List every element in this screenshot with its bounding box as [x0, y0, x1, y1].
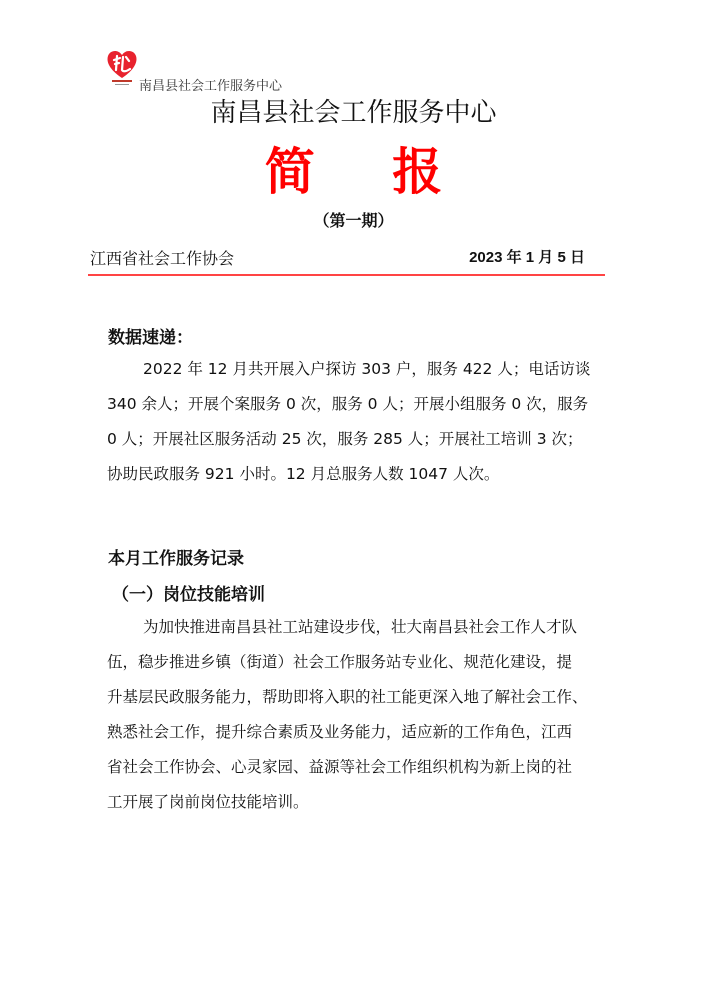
brief-title: 简 报 — [264, 142, 473, 201]
logo-caption: 南昌县社会工作服务中心 — [139, 79, 283, 94]
training-subheading: （一）岗位技能培训 — [112, 585, 265, 605]
publish-date: 2023 年 1 月 5 日 — [469, 249, 585, 266]
body-line: 熟悉社会工作，提升综合素质及业务能力，适应新的工作角色，江西 — [107, 723, 573, 741]
training-paragraph — [107, 610, 607, 820]
organization-title: 南昌县社会工作服务中心 — [210, 98, 497, 128]
issue-number: （第一期） — [313, 211, 394, 230]
stats-paragraph — [107, 352, 607, 492]
body-line: 工开展了岗前岗位技能培训。 — [107, 793, 309, 811]
stats-heading: 数据速递： — [108, 328, 193, 348]
stats-line: 340 余人；开展个案服务 0 次，服务 0 人；开展小组服务 0 次，服务 — [107, 395, 589, 413]
body-line: 升基层民政服务能力，帮助即将入职的社工能更深入地了解社会工作、 — [107, 688, 588, 706]
records-heading: 本月工作服务记录 — [108, 549, 244, 569]
publisher: 江西省社会工作协会 — [90, 249, 235, 268]
social-work-logo — [106, 48, 138, 88]
body-line: 为加快推进南昌县社工站建设步伐，壮大南昌县社会工作人才队 — [143, 618, 578, 636]
stats-line: 0 人；开展社区服务活动 25 次，服务 285 人；开展社工培训 3 次； — [107, 430, 583, 448]
heart-logo-icon — [106, 48, 138, 88]
body-line: 省社会工作协会、心灵家园、益源等社会工作组织机构为新上岗的社 — [107, 758, 573, 776]
stats-line: 2022 年 12 月共开展入户探访 303 户，服务 422 人；电话访谈 — [143, 360, 591, 378]
body-line: 伍，稳步推进乡镇（街道）社会工作服务站专业化、规范化建设，提 — [107, 653, 573, 671]
stats-line: 协助民政服务 921 小时。12 月总服务人数 1047 人次。 — [107, 465, 500, 483]
red-divider — [88, 274, 605, 276]
